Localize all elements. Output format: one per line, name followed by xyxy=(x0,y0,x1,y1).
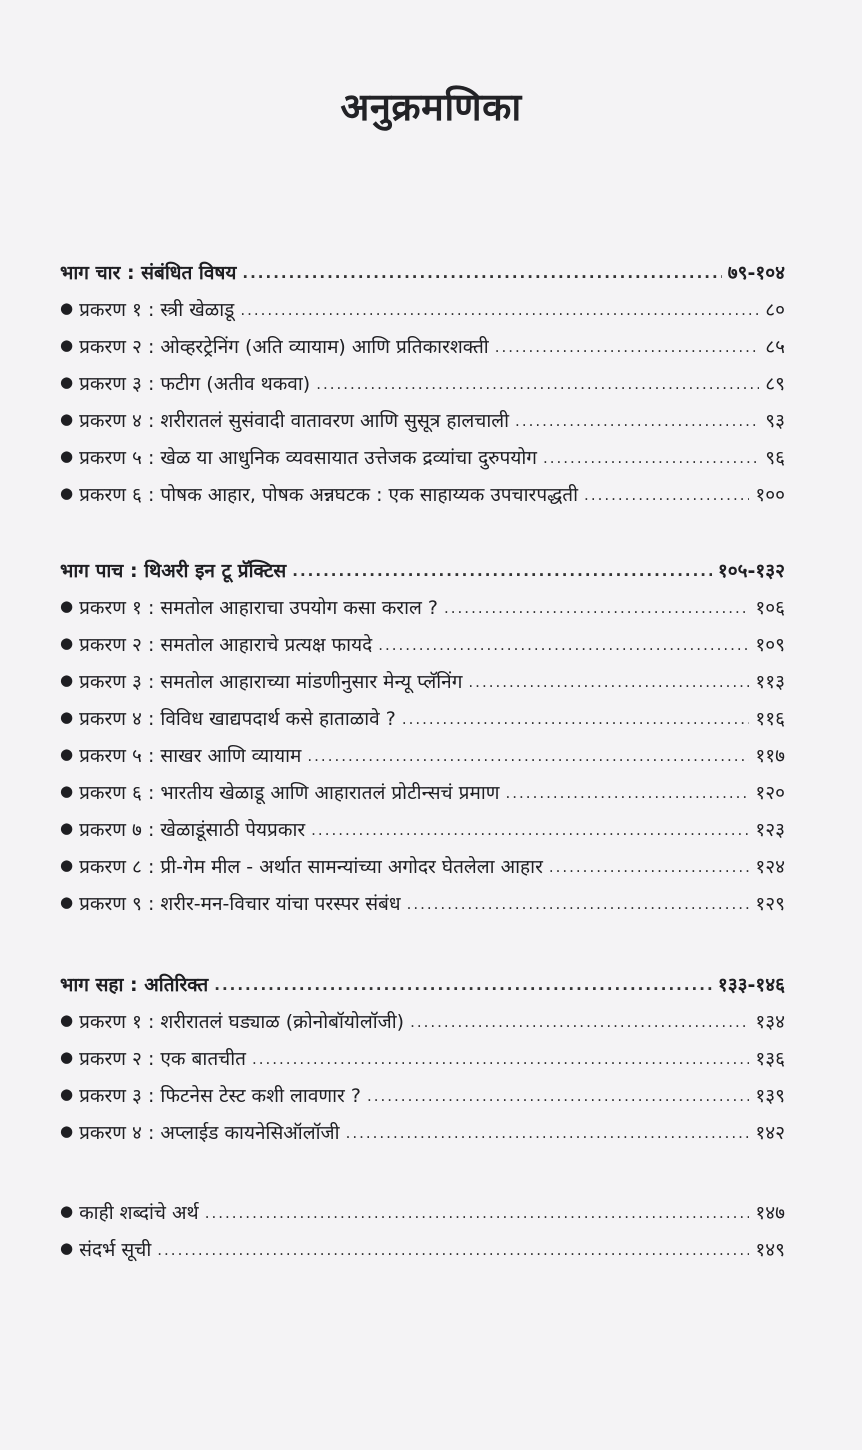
entry-page: १३४ xyxy=(755,1011,785,1033)
leader-dots xyxy=(242,261,721,285)
entry-page: १४२ xyxy=(755,1122,785,1144)
entry-page: ९३ xyxy=(765,410,785,432)
leader-dots xyxy=(378,633,749,657)
leader-dots xyxy=(346,1121,750,1145)
entry-label: संदर्भ सूची xyxy=(79,1239,152,1261)
toc-entry xyxy=(60,396,785,433)
page-title: अनुक्रमणिका xyxy=(340,85,522,129)
toc-entry xyxy=(60,359,785,396)
bullet-icon: ● xyxy=(60,856,74,874)
entry-page: ११६ xyxy=(755,708,785,730)
entry-label: प्रकरण १ : स्त्री खेळाडू xyxy=(79,299,235,321)
leader-dots xyxy=(506,781,750,805)
entry-label: प्रकरण १ : शरीरातलं घड्याळ (क्रोनोबॉयोलॉजी) xyxy=(79,1011,405,1033)
toc-entry xyxy=(60,322,785,359)
entry-page: १४७ xyxy=(755,1202,785,1224)
leader-dots xyxy=(214,973,712,997)
leader-dots xyxy=(407,892,750,916)
bullet-icon: ● xyxy=(60,819,74,837)
entry-label: प्रकरण ४ : अप्लाईड कायनेसिऑलॉजी xyxy=(79,1122,340,1144)
entry-page: ८५ xyxy=(765,336,785,358)
entry-label: प्रकरण ५ : खेळ या आधुनिक व्यवसायात उत्तेजक द्रव्यांचा दुरुपयोग xyxy=(79,447,537,469)
leader-dots xyxy=(515,409,759,433)
entry-page: १२० xyxy=(755,782,785,804)
bullet-icon: ● xyxy=(60,1011,74,1029)
section-heading-label: भाग चार : संबंधित विषय xyxy=(60,262,237,284)
toc-entry xyxy=(60,470,785,507)
entry-page: ११७ xyxy=(755,745,785,767)
leader-dots xyxy=(402,707,750,731)
entry-label: प्रकरण १ : समतोल आहाराचा उपयोग कसा कराल ? xyxy=(79,597,438,619)
bullet-icon: ● xyxy=(60,447,74,465)
leader-dots xyxy=(468,670,749,694)
entry-label: प्रकरण ६ : पोषक आहार, पोषक अन्नघटक : एक साहाय्यक उपचारपद्धती xyxy=(79,484,579,506)
entry-page: ८० xyxy=(765,299,785,321)
bullet-icon: ● xyxy=(60,336,74,354)
bullet-icon: ● xyxy=(60,671,74,689)
section-heading xyxy=(60,960,785,997)
toc-entry xyxy=(60,731,785,768)
bullet-icon: ● xyxy=(60,1048,74,1066)
toc-entry xyxy=(60,1225,785,1262)
leader-dots xyxy=(316,372,759,396)
leader-dots xyxy=(307,744,749,768)
entry-page: १०६ xyxy=(755,597,785,619)
entry-page: १४९ xyxy=(755,1239,785,1261)
bullet-icon: ● xyxy=(60,373,74,391)
leader-dots xyxy=(157,1238,749,1262)
section-heading-label: भाग सहा : अतिरिक्त xyxy=(60,974,209,996)
toc-entry xyxy=(60,805,785,842)
leader-dots xyxy=(240,298,759,322)
bullet-icon: ● xyxy=(60,484,74,502)
section-heading xyxy=(60,546,785,583)
section-page-range: ७९-१०४ xyxy=(727,262,785,284)
entry-page: १२९ xyxy=(755,893,785,915)
bullet-icon: ● xyxy=(60,782,74,800)
entry-label: प्रकरण ४ : शरीरातलं सुसंवादी वातावरण आणि सुसूत्र हालचाली xyxy=(79,410,510,432)
bullet-icon: ● xyxy=(60,745,74,763)
entry-page: १०० xyxy=(755,484,785,506)
leader-dots xyxy=(584,483,749,507)
toc-entry xyxy=(60,583,785,620)
toc-entry xyxy=(60,433,785,470)
leader-dots xyxy=(205,1201,750,1225)
toc-entry xyxy=(60,842,785,879)
toc-entry xyxy=(60,879,785,916)
entry-label: प्रकरण २ : समतोल आहाराचे प्रत्यक्ष फायदे xyxy=(79,634,373,656)
bullet-icon: ● xyxy=(60,634,74,652)
entry-label: प्रकरण ३ : समतोल आहाराच्या मांडणीनुसार मेन्यू प्लॅनिंग xyxy=(79,671,463,693)
leader-dots xyxy=(549,855,750,879)
bullet-icon: ● xyxy=(60,299,74,317)
bullet-icon: ● xyxy=(60,1239,74,1257)
leader-dots xyxy=(252,1047,749,1071)
entry-label: प्रकरण ७ : खेळाडूंसाठी पेयप्रकार xyxy=(79,819,306,841)
entry-page: १३९ xyxy=(755,1085,785,1107)
toc-section-part-six xyxy=(60,960,785,1145)
entry-label: काही शब्दांचे अर्थ xyxy=(79,1202,199,1224)
leader-dots xyxy=(444,596,749,620)
toc-entry xyxy=(60,1034,785,1071)
leader-dots xyxy=(367,1084,749,1108)
entry-label: प्रकरण ६ : भारतीय खेळाडू आणि आहारातलं प्रोटीन्सचं प्रमाण xyxy=(79,782,500,804)
toc-entry xyxy=(60,620,785,657)
toc-entry xyxy=(60,997,785,1034)
leader-dots xyxy=(543,446,759,470)
entry-label: प्रकरण २ : एक बातचीत xyxy=(79,1048,246,1070)
entry-page: १३६ xyxy=(755,1048,785,1070)
toc-entry xyxy=(60,1071,785,1108)
bullet-icon: ● xyxy=(60,1122,74,1140)
toc-entry xyxy=(60,1188,785,1225)
entry-page: ११३ xyxy=(755,671,785,693)
entry-page: १०९ xyxy=(755,634,785,656)
toc-entry xyxy=(60,768,785,805)
bullet-icon: ● xyxy=(60,410,74,428)
entry-label: प्रकरण ९ : शरीर-मन-विचार यांचा परस्पर संबंध xyxy=(79,893,401,915)
entry-label: प्रकरण ४ : विविध खाद्यपदार्थ कसे हाताळावे ? xyxy=(79,708,396,730)
entry-label: प्रकरण ८ : प्री-गेम मील - अर्थात सामन्यांच्या अगोदर घेतलेला आहार xyxy=(79,856,543,878)
bullet-icon: ● xyxy=(60,708,74,726)
section-page-range: १०५-१३२ xyxy=(717,560,785,582)
entry-label: प्रकरण ३ : फटीग (अतीव थकवा) xyxy=(79,373,311,395)
section-heading xyxy=(60,248,785,285)
leader-dots xyxy=(410,1010,749,1034)
bullet-icon: ● xyxy=(60,1202,74,1220)
toc-entry xyxy=(60,657,785,694)
toc-section-part-four xyxy=(60,248,785,507)
bullet-icon: ● xyxy=(60,893,74,911)
entry-page: ८९ xyxy=(765,373,785,395)
toc-entry xyxy=(60,1108,785,1145)
entry-page: ९६ xyxy=(765,447,785,469)
toc-entry xyxy=(60,285,785,322)
toc-entry xyxy=(60,694,785,731)
entry-label: प्रकरण ५ : साखर आणि व्यायाम xyxy=(79,745,302,767)
leader-dots xyxy=(311,818,749,842)
toc-appendix xyxy=(60,1188,785,1262)
entry-page: १२४ xyxy=(755,856,785,878)
toc-section-part-five xyxy=(60,546,785,916)
section-page-range: १३३-१४६ xyxy=(717,974,785,996)
bullet-icon: ● xyxy=(60,1085,74,1103)
entry-label: प्रकरण ३ : फिटनेस टेस्ट कशी लावणार ? xyxy=(79,1085,361,1107)
leader-dots xyxy=(292,559,712,583)
entry-page: १२३ xyxy=(755,819,785,841)
entry-label: प्रकरण २ : ओव्हरट्रेनिंग (अति व्यायाम) आणि प्रतिकारशक्ती xyxy=(79,336,489,358)
leader-dots xyxy=(495,335,760,359)
section-heading-label: भाग पाच : थिअरी इन टू प्रॅक्टिस xyxy=(60,560,287,582)
bullet-icon: ● xyxy=(60,597,74,615)
